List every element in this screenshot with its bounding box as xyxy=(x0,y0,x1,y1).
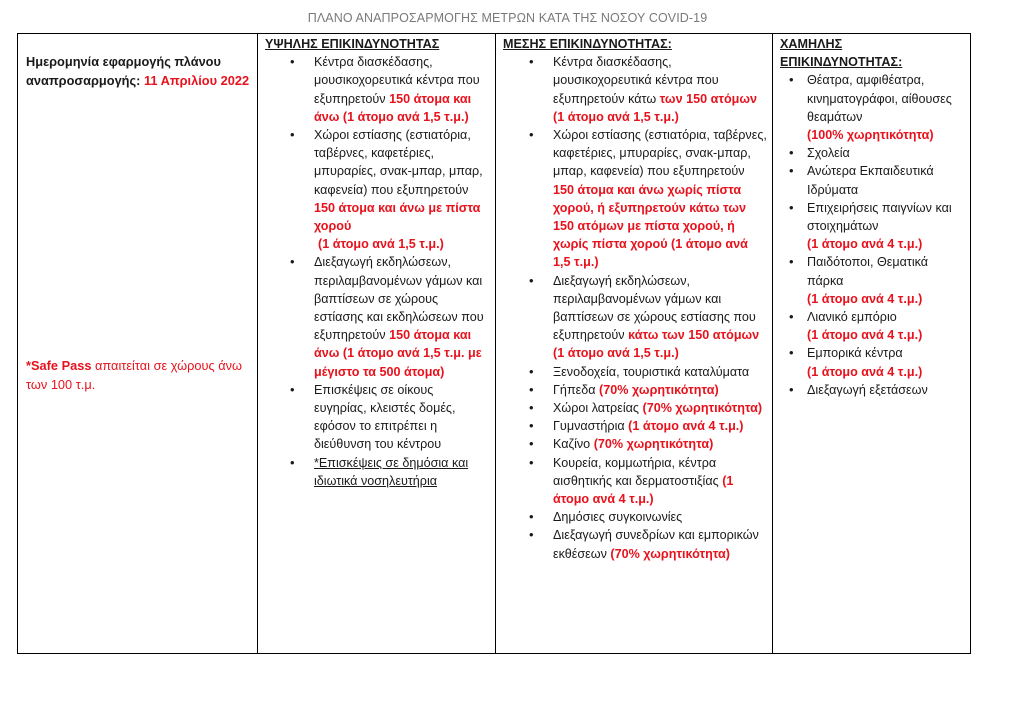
item-text: Θέατρα, αμφιθέατρα, κινηματογράφοι, αίθουσες θεαμάτων xyxy=(807,73,952,124)
item-text: Κέντρα διασκέδασης, μουσικοχορευτικά κέντρα που εξυπηρετούν κάτω xyxy=(553,55,719,106)
bullet-icon: • xyxy=(290,127,295,143)
list-item xyxy=(773,253,970,308)
item-text: Λιανικό εμπόριο xyxy=(807,310,897,325)
item-note: (70% χωρητικότητα) xyxy=(593,437,714,452)
list-item xyxy=(258,253,495,380)
bullet-icon: • xyxy=(789,72,794,88)
high-risk-column xyxy=(258,34,496,653)
date-label-line2: αναπροσαρμογής: xyxy=(26,73,141,88)
item-text: Γυμναστήρια xyxy=(553,419,629,434)
medium-risk-header: ΜΕΣΗΣ ΕΠΙΚΙΝΔΥΝΟΤΗΤΑΣ: xyxy=(503,37,672,51)
item-text: Χώροι λατρείας xyxy=(553,401,643,416)
item-text: Γήπεδα xyxy=(553,382,600,397)
item-text: Σχολεία xyxy=(807,146,850,161)
list-item xyxy=(773,199,970,254)
low-risk-header-line1: ΧΑΜΗΛΗΣ xyxy=(780,37,843,51)
item-text: Χώροι εστίασης (εστιατόρια, ταβέρνες, καφετέριες, μπυραρίες, σνακ-μπαρ, μπαρ, καφενεία) που εξυπηρετούν xyxy=(314,128,483,197)
bullet-icon: • xyxy=(529,272,534,288)
item-text: Καζίνο xyxy=(553,437,594,452)
date-value: 11 Απριλίου 2022 xyxy=(143,73,250,88)
item-note: (1 άτομο ανά 4 τ.μ.) xyxy=(628,419,744,434)
list-item xyxy=(496,381,772,399)
bullet-icon: • xyxy=(789,199,794,215)
list-item xyxy=(496,126,772,272)
list-item xyxy=(496,53,772,126)
application-date xyxy=(26,52,249,90)
item-note: (100% χωρητικότητα) xyxy=(807,128,934,143)
bullet-icon: • xyxy=(789,345,794,361)
item-note: (70% χωρητικότητα) xyxy=(599,382,719,397)
item-text: Ξενοδοχεία, τουριστικά καταλύματα xyxy=(553,364,750,379)
item-note: (70% χωρητικότητα) xyxy=(642,401,763,416)
item-text: Χώροι εστίασης (εστιατόρια, ταβέρνες, καφετέριες, μπυραρίες, σνακ-μπαρ, μπαρ, καφενεία) που εξυπηρετούν xyxy=(553,128,767,179)
safe-pass-note xyxy=(26,356,254,394)
list-item xyxy=(258,126,495,253)
bullet-icon: • xyxy=(529,400,534,416)
medium-risk-list xyxy=(496,53,772,563)
bullet-icon: • xyxy=(529,454,534,470)
list-item xyxy=(773,381,970,399)
item-note: (1 άτομο ανά 4 τ.μ.) xyxy=(807,291,923,306)
low-risk-list xyxy=(773,71,970,399)
item-note: 150 άτομα και άνω με πίστα χορού xyxy=(314,200,481,234)
list-item xyxy=(773,344,970,380)
safe-pass-text: απαιτείται σε χώρους άνω των 100 τ.μ. xyxy=(26,358,242,392)
item-text: Δημόσιες συγκοινωνίες xyxy=(553,510,683,525)
list-item xyxy=(496,526,772,562)
item-note: των 150 ατόμων (1 άτομο ανά 1,5 τ.μ.) xyxy=(553,91,757,124)
item-note: (1 άτομο ανά 4 τ.μ.) xyxy=(807,328,923,343)
item-text: Επισκέψεις σε οίκους ευγηρίας, κλειστές δομές, εφόσον το επιτρέπει η διεύθυνση του κέντρου xyxy=(314,382,456,452)
item-text: Επιχειρήσεις παιγνίων και στοιχημάτων xyxy=(807,200,952,234)
item-note: 150 άτομα και άνω χωρίς πίστα χορού, ή εξυπηρετούν κάτω των 150 ατόμων με πίστα χορού, ή χωρίς πίστα χορού (1 άτομο ανά 1,5 τ.μ.) xyxy=(553,182,748,270)
bullet-icon: • xyxy=(290,254,295,270)
item-text: Εμπορικά κέντρα xyxy=(807,346,903,361)
item-note: (1 άτομο ανά 4 τ.μ.) xyxy=(807,364,923,379)
low-risk-header-line2: ΕΠΙΚΙΝΔΥΝΟΤΗΤΑΣ: xyxy=(780,55,903,70)
bullet-icon: • xyxy=(290,454,295,470)
list-item xyxy=(773,144,970,162)
item-note: 150 άτομα και άνω (1 άτομο ανά 1,5 τ.μ.) xyxy=(314,91,472,124)
bullet-icon: • xyxy=(529,527,534,543)
bullet-icon: • xyxy=(529,127,534,143)
list-item xyxy=(258,53,495,126)
list-item xyxy=(773,308,970,344)
bullet-icon: • xyxy=(290,381,295,397)
bullet-icon: • xyxy=(529,381,534,397)
intro-column xyxy=(18,34,258,653)
high-risk-list xyxy=(258,53,495,490)
bullet-icon: • xyxy=(529,436,534,452)
item-text: Κουρεία, κομμωτήρια, κέντρα αισθητικής και δερματοστιξίας xyxy=(553,455,723,488)
list-item xyxy=(258,454,495,490)
bullet-icon: • xyxy=(529,363,534,379)
list-item xyxy=(773,71,970,144)
bullet-icon: • xyxy=(789,309,794,325)
medium-risk-column xyxy=(496,34,773,653)
item-note: (1 άτομο ανά 4 τ.μ.) xyxy=(807,237,923,252)
high-risk-header: ΥΨΗΛΗΣ ΕΠΙΚΙΝΔΥΝΟΤΗΤΑΣ xyxy=(265,37,440,51)
bullet-icon: • xyxy=(290,54,295,70)
item-text: *Επισκέψεις σε δημόσια και ιδιωτικά νοσηλευτήρια xyxy=(314,455,469,488)
bullet-icon: • xyxy=(789,381,794,397)
list-item xyxy=(258,381,495,454)
item-note-2: (1 άτομο ανά 1,5 τ.μ.) xyxy=(318,237,444,252)
item-text: Διεξαγωγή συνεδρίων και εμπορικών εκθέσεων xyxy=(553,528,759,561)
list-item xyxy=(496,272,772,363)
list-item xyxy=(496,435,772,453)
item-text: Διεξαγωγή εκδηλώσεων, περιλαμβανομένων γάμων και βαπτίσεων σε χώρους εστίασης που εξυπηρετούν xyxy=(553,273,756,343)
bullet-icon: • xyxy=(789,145,794,161)
bullet-icon: • xyxy=(529,54,534,70)
low-risk-header xyxy=(773,34,970,71)
safe-pass-bold: *Safe Pass xyxy=(26,358,92,373)
item-text: Κέντρα διασκέδασης, μουσικοχορευτικά κέντρα που εξυπηρετούν xyxy=(314,55,480,106)
list-item xyxy=(496,363,772,381)
list-item xyxy=(496,399,772,417)
date-label-line1: Ημερομηνία εφαρμογής πλάνου xyxy=(26,54,221,69)
item-text: Ανώτερα Εκπαιδευτικά Ιδρύματα xyxy=(807,164,934,197)
low-risk-column xyxy=(773,34,970,653)
item-note: κάτω των 150 ατόμων (1 άτομο ανά 1,5 τ.μ.) xyxy=(553,328,760,361)
item-note: (1 άτομο ανά 4 τ.μ.) xyxy=(553,473,734,507)
bullet-icon: • xyxy=(789,163,794,179)
document-title: ΠΛΑΝΟ ΑΝΑΠΡΟΣΑΡΜΟΓΗΣ ΜΕΤΡΩΝ ΚΑΤΑ ΤΗΣ ΝΟΣΟΥ COVID-19 xyxy=(307,11,708,25)
item-text: Παιδότοποι, Θεματικά πάρκα xyxy=(807,255,929,288)
list-item xyxy=(496,454,772,509)
item-note: 150 άτομα και άνω (1 άτομο ανά 1,5 τ.μ. με μέγιστο τα 500 άτομα) xyxy=(314,328,482,379)
list-item xyxy=(496,508,772,526)
item-text: Διεξαγωγή εξετάσεων xyxy=(807,382,928,397)
bullet-icon: • xyxy=(529,418,534,434)
item-note: (70% χωρητικότητα) xyxy=(610,546,730,561)
bullet-icon: • xyxy=(529,509,534,525)
bullet-icon: • xyxy=(789,254,794,270)
measures-table xyxy=(17,33,971,654)
list-item xyxy=(773,162,970,198)
item-text: Διεξαγωγή εκδηλώσεων, περιλαμβανομένων γάμων και βαπτίσεων σε χώρους εστίασης και εκδηλώσεων που εξυπηρετούν xyxy=(314,255,484,343)
list-item xyxy=(496,417,772,435)
